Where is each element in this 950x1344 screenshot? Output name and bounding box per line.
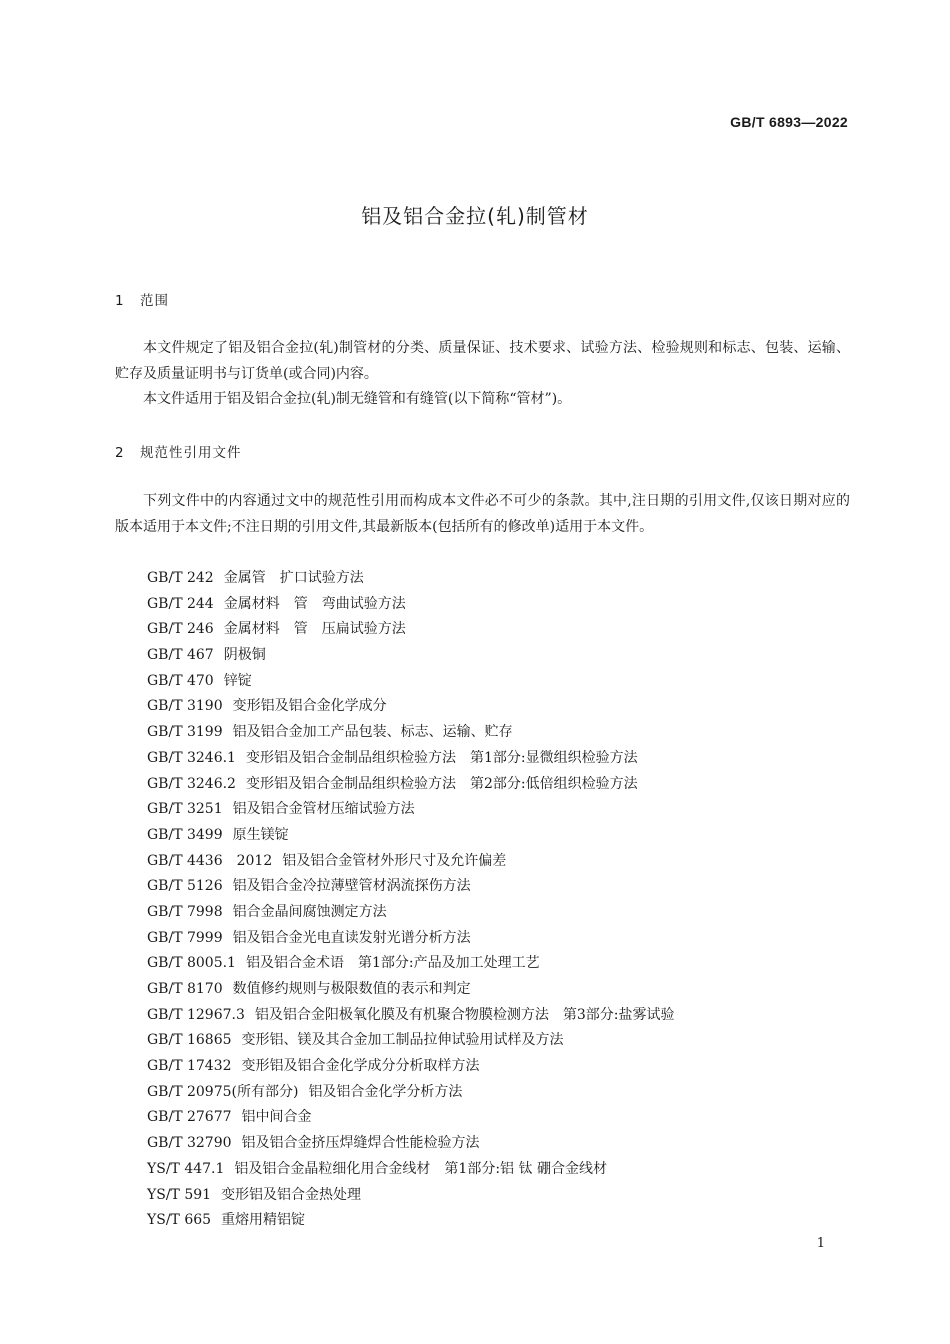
reference-title: 铝及铝合金冷拉薄壁管材涡流探伤方法 <box>232 878 471 895</box>
reference-code: GB/T 16865 <box>147 1032 232 1049</box>
reference-code: GB/T 3251 <box>147 801 223 818</box>
reference-title: 锌锭 <box>223 672 252 689</box>
reference-item <box>147 1028 675 1054</box>
reference-title: 铝及铝合金挤压焊缝焊合性能检验方法 <box>241 1135 480 1152</box>
reference-code: GB/T 20975(所有部分) <box>147 1083 299 1100</box>
reference-code: GB/T 7998 <box>147 903 223 920</box>
reference-item <box>147 592 675 618</box>
reference-item <box>147 669 675 695</box>
reference-title: 铝及铝合金阳极氧化膜及有机聚合物膜检测方法 第3部分:盐雾试验 <box>254 1006 675 1023</box>
reference-code: GB/T 27677 <box>147 1109 232 1126</box>
reference-title: 变形铝及铝合金化学成分分析取样方法 <box>241 1058 480 1075</box>
references-intro: 下列文件中的内容通过文中的规范性引用而构成本文件必不可少的条款。其中,注日期的引用文件,仅该日期对应的版本适用于本文件;不注日期的引用文件,其最新版本(包括所有的修改单)适用于本文件。 <box>115 493 850 535</box>
reference-title: 重熔用精铝锭 <box>221 1212 306 1229</box>
reference-code: GB/T 5126 <box>147 878 223 895</box>
reference-code: GB/T 8170 <box>147 981 223 997</box>
reference-title: 铝及铝合金管材外形尺寸及允许偏差 <box>282 852 507 869</box>
reference-title: 铝及铝合金管材压缩试验方法 <box>232 801 415 818</box>
section-1-number: 1 <box>115 293 125 309</box>
reference-item <box>147 823 675 849</box>
reference-title: 铝合金晶间腐蚀测定方法 <box>232 903 387 920</box>
standard-code: GB/T 6893—2022 <box>730 114 848 130</box>
reference-code: GB/T 467 <box>147 647 214 664</box>
section-2-number: 2 <box>115 445 125 461</box>
reference-title: 数值修约规则与极限数值的表示和判定 <box>232 981 471 997</box>
reference-item <box>147 1183 675 1209</box>
reference-title: 金属材料 管 压扁试验方法 <box>223 621 406 638</box>
section-1-heading <box>115 289 169 309</box>
reference-item <box>147 951 675 977</box>
reference-title: 铝及铝合金化学分析方法 <box>308 1083 463 1100</box>
reference-code: GB/T 8005.1 <box>147 955 236 972</box>
reference-title: 金属管 扩口试验方法 <box>223 570 364 586</box>
scope-paragraph-2: 本文件适用于铝及铝合金拉(轧)制无缝管和有缝管(以下简称“管材”)。 <box>143 391 572 407</box>
reference-item <box>147 1054 675 1080</box>
reference-code: YS/T 447.1 <box>147 1160 225 1177</box>
document-title: 铝及铝合金拉(轧)制管材 <box>361 204 589 228</box>
section-1-title: 范围 <box>140 293 169 309</box>
reference-item <box>147 1105 675 1131</box>
reference-item <box>147 926 675 952</box>
reference-item <box>147 1157 675 1183</box>
reference-code: GB/T 17432 <box>147 1058 232 1075</box>
reference-code: YS/T 591 <box>147 1186 212 1203</box>
reference-item <box>147 874 675 900</box>
reference-title: 变形铝及铝合金制品组织检验方法 第2部分:低倍组织检验方法 <box>245 775 638 792</box>
reference-item <box>147 566 675 592</box>
reference-item <box>147 643 675 669</box>
section-2-title: 规范性引用文件 <box>140 445 242 461</box>
reference-item <box>147 797 675 823</box>
reference-item <box>147 617 675 643</box>
reference-title: 变形铝及铝合金制品组织检验方法 第1部分:显微组织检验方法 <box>245 749 638 766</box>
reference-list <box>147 566 675 1234</box>
reference-item <box>147 1080 675 1106</box>
reference-code: GB/T 3499 <box>147 826 223 843</box>
reference-title: 金属材料 管 弯曲试验方法 <box>223 595 406 612</box>
reference-title: 铝及铝合金加工产品包装、标志、运输、贮存 <box>232 724 513 741</box>
reference-title: 铝中间合金 <box>241 1109 312 1126</box>
reference-code: GB/T 3199 <box>147 724 223 741</box>
reference-code: GB/T 246 <box>147 621 214 638</box>
reference-code: GB/T 3246.2 <box>147 775 236 792</box>
reference-code: GB/T 244 <box>147 595 214 612</box>
scope-paragraph-1: 本文件规定了铝及铝合金拉(轧)制管材的分类、质量保证、技术要求、试验方法、检验规则和标志、包装、运输、贮存及质量证明书与订货单(或合同)内容。 <box>115 340 850 382</box>
reference-item <box>147 1208 675 1234</box>
reference-item <box>147 694 675 720</box>
reference-title: 变形铝、镁及其合金加工制品拉伸试验用试样及方法 <box>241 1032 564 1049</box>
reference-title: 铝及铝合金光电直读发射光谱分析方法 <box>232 929 471 946</box>
reference-code: GB/T 242 <box>147 570 214 586</box>
reference-title: 变形铝及铝合金化学成分 <box>232 698 387 715</box>
reference-code: YS/T 665 <box>147 1212 212 1229</box>
reference-item <box>147 720 675 746</box>
reference-item <box>147 977 675 1003</box>
reference-title: 变形铝及铝合金热处理 <box>221 1186 362 1203</box>
reference-item <box>147 1003 675 1029</box>
reference-code: GB/T 3190 <box>147 698 223 715</box>
reference-code: GB/T 4436 2012 <box>147 852 273 869</box>
reference-title: 铝及铝合金术语 第1部分:产品及加工处理工艺 <box>245 955 540 972</box>
reference-item <box>147 849 675 875</box>
reference-item <box>147 900 675 926</box>
page-number: 1 <box>816 1236 825 1251</box>
reference-item <box>147 746 675 772</box>
reference-code: GB/T 7999 <box>147 929 223 946</box>
reference-code: GB/T 470 <box>147 672 214 689</box>
reference-item <box>147 1131 675 1157</box>
reference-code: GB/T 3246.1 <box>147 749 236 766</box>
reference-code: GB/T 12967.3 <box>147 1006 245 1023</box>
reference-title: 阴极铜 <box>223 647 266 664</box>
reference-title: 原生镁锭 <box>232 826 289 843</box>
reference-title: 铝及铝合金晶粒细化用合金线材 第1部分:铝 钛 硼合金线材 <box>234 1160 607 1177</box>
section-2-heading <box>115 441 242 461</box>
reference-item <box>147 772 675 798</box>
reference-code: GB/T 32790 <box>147 1135 232 1152</box>
